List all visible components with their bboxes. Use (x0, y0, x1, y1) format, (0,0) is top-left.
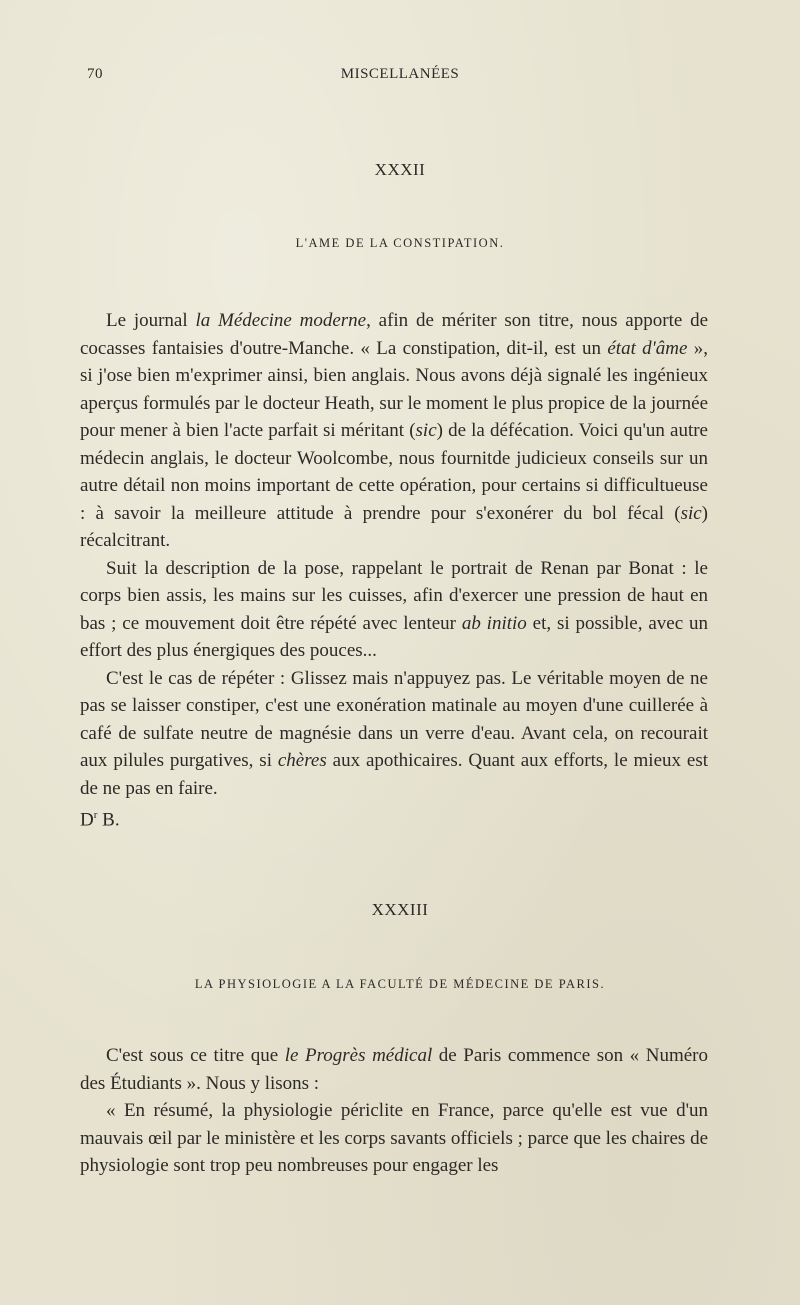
article-xxxiii-body (80, 1042, 708, 1180)
running-header (87, 66, 713, 90)
section-number-xxxiii: XXXIII (371, 900, 429, 919)
running-title: MISCELLANÉES (340, 66, 460, 82)
paragraph: C'est sous ce titre que le Progrès médical de Paris commence son « Numéro des Étudiants ». Nous y lisons : (80, 1045, 709, 1094)
paragraph: C'est le cas de répéter : Glissez mais n'appuyez pas. Le véritable moyen de ne pas se laisser constiper, c'est une exonération matinale au moyen d'une cuillerée à café de sulfate neutre de magnésie dans un verre d'eau. Avant cela, on recourait aux pilules purgatives, si chères aux apothicaires. Quant aux efforts, le mieux est de ne pas en faire. (80, 667, 708, 799)
section-title-ame-constipation: L'AME DE LA CONSTIPATION. (295, 236, 505, 250)
paragraph: Le journal la Médecine moderne, afin de mériter son titre, nous apporte de cocasses fantaisies d'outre-Manche. « La constipation, dit-il, est un état d'âme », si j'ose bien m'exprimer ainsi, bien anglais. Nous avons déjà signalé les ingénieux aperçus formulés par le docteur Heath, sur le moment le plus propice de la journée pour mener à bien l'acte parfait si méritant (sic) de la défécation. Voici qu'un autre médecin anglais, le docteur Woolcombe, nous fournitde judicieux conseils sur un autre détail non moins important de cette opération, pour certains si difficultueuse : à savoir la meilleure attitude à prendre pour s'exonérer du bol fécal (sic) récalcitrant. (80, 310, 708, 551)
article-xxxii-body (80, 307, 708, 834)
author-signature: $D^r$ B. (80, 809, 120, 831)
page-number: 70 (87, 66, 103, 82)
paragraph: Suit la description de la pose, rappelant le portrait de Renan par Bonat : le corps bien assis, les mains sur les cuisses, afin d'exercer une pression de haut en bas ; ce mouvement doit être répété avec lenteur ab initio et, si possible, avec un effort des plus énergiques des pouces... (80, 557, 708, 661)
section-number-xxxii: XXXII (374, 160, 426, 179)
paragraph: « En résumé, la physiologie périclite en France, parce qu'elle est vue d'un mauvais œil par le ministère et les corps savants officiels ; parce que les chaires de physiologie sont trop peu nombreuses pour engager les (80, 1100, 709, 1176)
section-title-physiologie: LA PHYSIOLOGIE A LA FACULTÉ DE MÉDECINE DE PARIS. (194, 977, 606, 991)
